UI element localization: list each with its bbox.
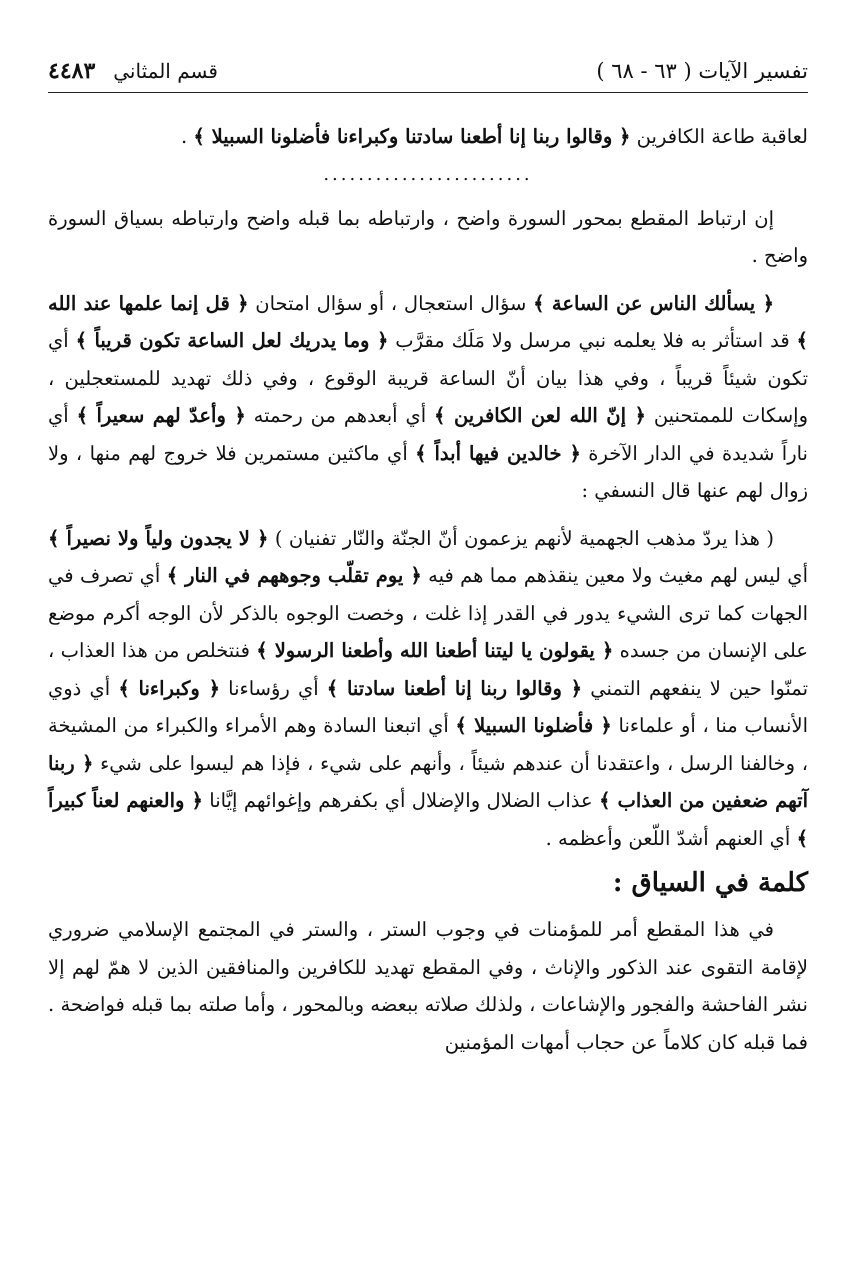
commentary: أي العنهم أشدّ اللّعن وأعظمه . xyxy=(545,826,797,850)
paragraph-3 xyxy=(48,520,808,858)
commentary: أي ماكثين مستمرين فلا خروج لهم منها ، ولا زوال لهم عنها قال النسفي : xyxy=(48,441,808,502)
paragraph-1: إن ارتباط المقطع بمحور السورة واضح ، وارتباطه بما قبله واضح وارتباطه بسياق السورة واضح . xyxy=(48,206,808,267)
commentary: أي أبعدهم من رحمته xyxy=(245,404,435,427)
verse: ﴿ وكبراءنا ﴾ xyxy=(118,676,220,700)
commentary: أي تكون شيئاً قريباً ، وفي هذا بيان أنّ الساعة قريبة الوقوع ، وفي ذلك تهديد للمستعجلين ، وإسكات للممتحنين xyxy=(48,329,808,427)
commentary: أي رؤساءنا xyxy=(220,676,327,700)
intro-text: لعاقبة طاعة الكافرين xyxy=(636,125,808,148)
verse: ﴿ يقولون يا ليتنا أطعنا الله وأطعنا الرسولا ﴾ xyxy=(256,639,614,662)
intro-verse: ﴿ وقالوا ربنا إنا أطعنا سادتنا وكبراءنا فأضلونا السبيلا ﴾ xyxy=(193,125,631,148)
commentary: فنتخلص من هذا العذاب ، تمنّوا حين لا ينفعهم التمني xyxy=(48,639,808,700)
verse: ﴿ وما يدريك لعل الساعة تكون قريباً ﴾ xyxy=(75,329,389,352)
dotted-separator: ........................ xyxy=(323,163,533,185)
commentary: أي تصرف في الجهات كما ترى الشيء يدور في القدر إذا غلت ، وخصت الوجوه بالذكر لأن الوجه أكرم موضع على الإنسان من جسده xyxy=(48,564,809,662)
verse: ﴿ والعنهم لعناً كبيراً ﴾ xyxy=(48,789,808,850)
verse: ﴿ وأعدّ لهم سعيراً ﴾ xyxy=(76,404,246,427)
commentary: أي اتبعنا السادة وهم الأمراء والكبراء من المشيخة ، وخالفنا الرسل ، واعتقدنا أن عندهم شيئاً ، وأنهم على شيء ، فإذا هم ليسوا على شيء xyxy=(48,714,809,775)
header-rule xyxy=(48,92,808,93)
header-left xyxy=(48,58,218,84)
verse: ﴿ إنّ الله لعن الكافرين ﴾ xyxy=(434,404,646,427)
intro-end: . xyxy=(180,125,188,148)
commentary: أي ليس لهم مغيث ولا معين ينقذهم مما هم فيه xyxy=(421,564,808,587)
verse: ﴿ وقالوا ربنا إنا أطعنا سادتنا ﴾ xyxy=(326,676,583,700)
commentary: عذاب الضلال والإضلال أي بكفرهم وإغوائهم إيَّانا xyxy=(202,789,600,812)
paragraph-4: في هذا المقطع أمر للمؤمنات في وجوب الستر ، والستر في المجتمع الإسلامي ضروري لإقامة التقوى عند الذكور والإناث ، وفي المقطع تهديد للكافرين والمنافقين الذين لا همّ لهم إلا نشر الفاحشة والفجور والإشاعات ، ولذلك صلاته ببعضه وبالمحور ، وأما صلته بما قبله فواضحة . فما قبله كان كلاماً عن حجاب أمهات المؤمنين xyxy=(48,918,808,1054)
verse: ﴿ قل إنما علمها عند الله ﴾ xyxy=(48,291,808,352)
intro-line xyxy=(48,118,808,156)
verse: ﴿ فأضلونا السبيلا ﴾ xyxy=(455,714,612,737)
commentary: قد استأثر به فلا يعلمه نبي مرسل ولا مَلَك مقرَّب xyxy=(388,329,797,352)
section-name: قسم المثاني xyxy=(113,59,218,83)
verse: ﴿ ربنا آتهم ضعفين من العذاب ﴾ xyxy=(48,751,808,812)
commentary: أي ناراً شديدة في الدار الآخرة xyxy=(48,404,808,465)
page-number: ٤٤٨٣ xyxy=(48,58,96,84)
section-heading: كلمة في السياق : xyxy=(612,868,808,898)
page-body xyxy=(48,118,808,1061)
commentary: سؤال استعجال ، أو سؤال امتحان xyxy=(248,291,534,315)
verse: ﴿ خالدين فيها أبداً ﴾ xyxy=(415,441,581,465)
verse: ﴿ يوم تقلّب وجوههم في النار ﴾ xyxy=(166,564,422,587)
page-header xyxy=(48,54,808,88)
commentary: أي ذوي الأنساب منا ، أو علماءنا xyxy=(48,676,808,737)
verse: ﴿ لا يجدون ولياً ولا نصيراً ﴾ xyxy=(48,526,269,550)
running-title: تفسير الآيات ( ٦٣ - ٦٨ ) xyxy=(596,59,808,83)
commentary: ( هذا يردّ مذهب الجهمية لأنهم يزعمون أنّ الجنّة والنّار تفنيان ) xyxy=(268,526,774,550)
verse: ﴿ يسألك الناس عن الساعة ﴾ xyxy=(533,291,774,315)
paragraph-2 xyxy=(48,285,808,510)
